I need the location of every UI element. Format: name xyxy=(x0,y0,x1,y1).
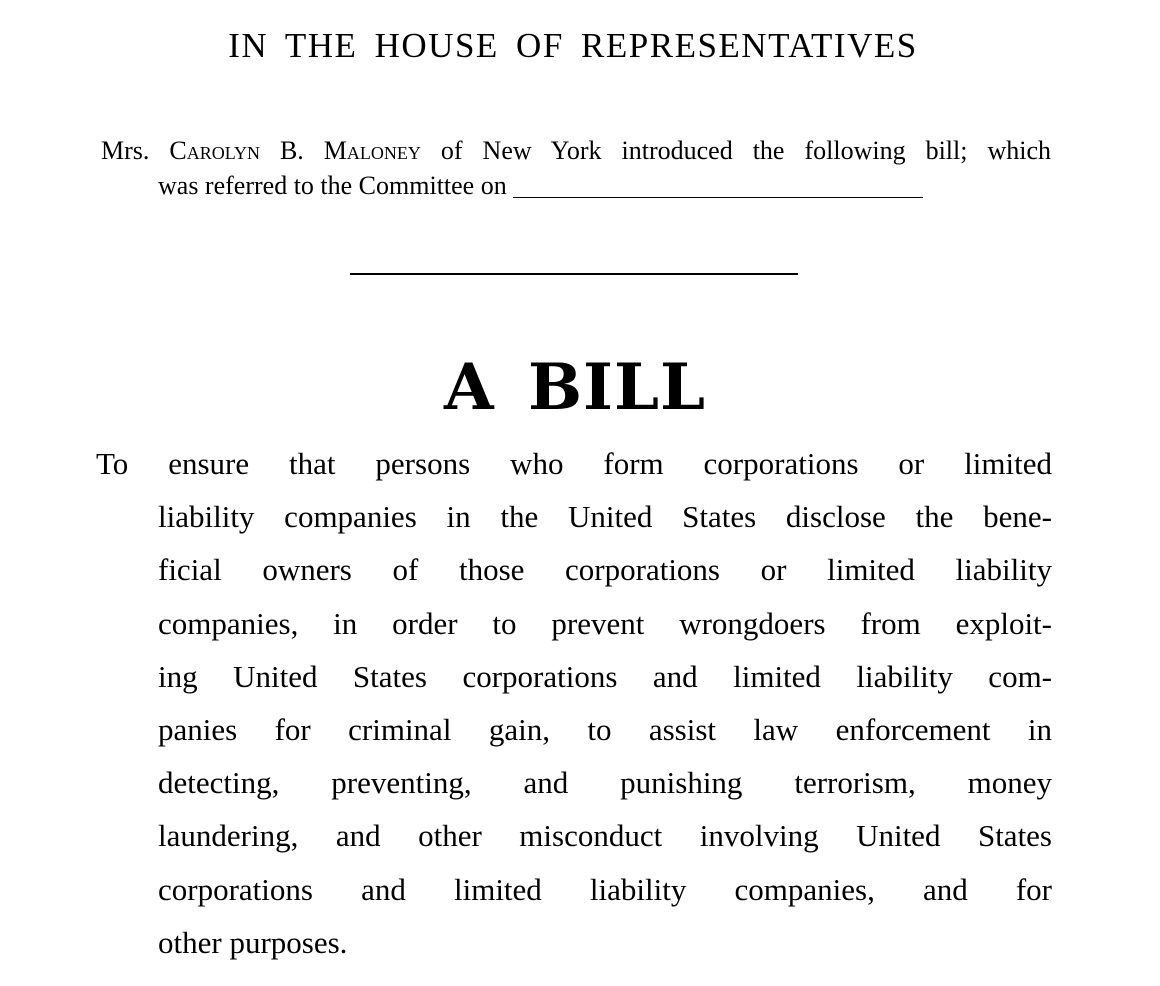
purpose-line: detecting, preventing, and punishing terrorism, money xyxy=(158,765,1052,801)
purpose-line: ing United States corporations and limited liability com- xyxy=(158,658,1052,694)
separator-rule xyxy=(350,273,798,275)
purpose-line: companies, in order to prevent wrongdoers from exploit- xyxy=(158,605,1052,641)
purpose-line: other purposes. xyxy=(158,924,348,960)
bill-purpose xyxy=(96,437,1052,969)
introduction-text: of New York introduced the following bill; which xyxy=(440,136,1051,165)
introduction-line-2 xyxy=(101,168,1051,203)
house-heading: IN THE HOUSE OF REPRESENTATIVES xyxy=(228,26,918,65)
purpose-line: corporations and limited liability companies, and for xyxy=(158,871,1052,907)
sponsor-title: Mrs. xyxy=(101,136,150,165)
introduction-statement xyxy=(101,133,1051,203)
committee-blank-line xyxy=(513,175,923,198)
purpose-line: ficial owners of those corporations or limited liability xyxy=(158,552,1052,588)
purpose-line: To ensure that persons who form corporations or limited xyxy=(96,446,1052,481)
bill-title: A BILL xyxy=(444,350,706,425)
committee-referral-text: was referred to the Committee on xyxy=(158,171,507,200)
sponsor-name: Carolyn B. Maloney xyxy=(169,136,421,165)
purpose-line: liability companies in the United States disclose the bene- xyxy=(158,499,1052,535)
purpose-line: laundering, and other misconduct involving United States xyxy=(158,818,1052,854)
introduction-line-1 xyxy=(101,133,1051,168)
purpose-line: panies for criminal gain, to assist law enforcement in xyxy=(158,711,1052,747)
